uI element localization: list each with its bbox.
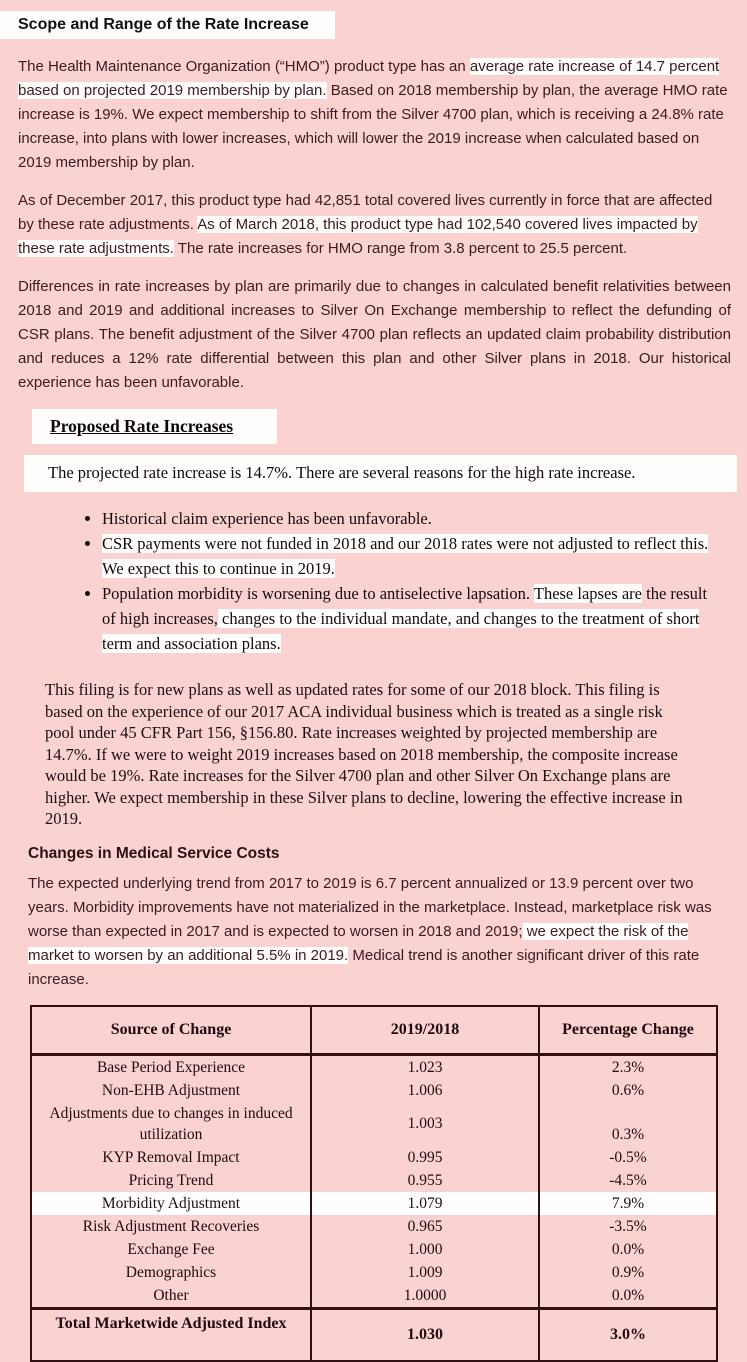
medical-costs-heading: Changes in Medical Service Costs [28,844,280,862]
table-total-row [31,1308,717,1361]
highlighted-text: As of March 2018, this product type had 102,540 covered lives impacted by these rate adjustments. [18,216,698,257]
table-row [31,1238,717,1261]
pct-cell: 7.9% [539,1192,717,1215]
text-segment: Historical claim experience has been unfavorable. [102,509,432,528]
total-ratio-cell: 1.030 [311,1308,539,1361]
highlighted-text: changes to the individual mandate, and changes to the treatment of short term and association plans. [102,609,700,653]
ratio-cell: 1.009 [311,1261,539,1284]
text-segment: Population morbidity is worsening due to antiselective lapsation. [102,584,534,603]
header-2019-2018: 2019/2018 [311,1006,539,1055]
table-row [31,1192,717,1215]
pct-cell: -0.5% [539,1146,717,1169]
table-header-row [31,1006,717,1055]
rate-table-body [31,1054,717,1308]
ratio-cell: 0.995 [311,1146,539,1169]
highlighted-text: CSR payments were not funded in 2018 and our 2018 rates were not adjusted to reflect this. We expect this to continue in 2019. [102,534,709,578]
table-row [31,1054,717,1079]
ratio-cell: 1.0000 [311,1284,539,1309]
ratio-cell: 1.079 [311,1192,539,1215]
source-cell: Non-EHB Adjustment [31,1079,311,1102]
source-cell: Morbidity Adjustment [31,1192,311,1215]
table-row [31,1079,717,1102]
pct-cell: 0.3% [539,1102,717,1146]
source-cell: Other [31,1284,311,1309]
text-segment: This filing is for new plans as well as updated rates for some of our 2018 block. This filing is based on the experience of our 2017 ACA individual business which is treated as a single risk pool under 45 CFR Part 156, §156.80. Rate increases weighted by projected membership are 14.7%. If we were to weight 2019 increases based on 2018 membership, the composite increase would be 19%. Rate increases for the Silver 4700 plan and other Silver On Exchange plans are higher. We expect membership in these Silver plans to decline, lowering the effective increase in 2019. [45,680,683,828]
ratio-cell: 0.955 [311,1169,539,1192]
source-cell: KYP Removal Impact [31,1146,311,1169]
scope-heading-highlight [0,11,335,39]
list-item-claims [102,506,722,531]
paragraph-covered-lives [18,189,731,261]
text-segment: Based on 2018 membership by plan, the average HMO rate increase is 19%. We expect membership to shift from the Silver 4700 plan, which is receiving a 24.8% rate increase, into plans with lower increases, which will lower the 2019 increase when calculated based on 2019 membership by plan. [18,82,728,171]
source-cell: Base Period Experience [31,1054,311,1079]
pct-cell: 0.9% [539,1261,717,1284]
table-row [31,1284,717,1309]
text-segment: The rate increases for HMO range from 3.8 percent to 25.5 percent. [173,240,628,257]
table-row [31,1169,717,1192]
highlighted-text: we expect the risk of the market to worsen by an additional 5.5% in 2019. [28,922,689,964]
proposed-heading-highlight [32,409,277,444]
source-cell: Pricing Trend [31,1169,311,1192]
highlighted-text: The projected rate increase is 14.7%. There are several reasons for the high rate increase. [48,463,636,482]
ratio-cell: 1.000 [311,1238,539,1261]
projected-increase-line [24,455,737,492]
text-segment: The Health Maintenance Organization (“HMO”) product type has an [18,58,470,75]
source-cell: Adjustments due to changes in induced utilization [31,1102,311,1146]
pct-cell: 0.6% [539,1079,717,1102]
table-row [31,1261,717,1284]
table-row [31,1146,717,1169]
header-percentage-change: Percentage Change [539,1006,717,1055]
scope-heading: Scope and Range of the Rate Increase [18,16,309,33]
paragraph-differences [18,275,731,395]
table-row [31,1102,717,1146]
highlighted-text: average rate increase of 14.7 percent based on projected 2019 membership by plan. [18,58,720,99]
pct-cell: 2.3% [539,1054,717,1079]
paragraph-filing [45,679,687,830]
total-label-cell: Total Marketwide Adjusted Index [31,1308,311,1361]
pct-cell: -4.5% [539,1169,717,1192]
header-source-of-change: Source of Change [31,1006,311,1055]
pct-cell: -3.5% [539,1215,717,1238]
ratio-cell: 0.965 [311,1215,539,1238]
source-cell: Risk Adjustment Recoveries [31,1215,311,1238]
proposed-heading: Proposed Rate Increases [50,416,234,436]
list-item-csr [102,531,722,581]
reasons-list [0,506,722,656]
list-item-morbidity [102,581,722,656]
highlighted-text: These lapses are [533,584,642,603]
total-pct-cell: 3.0% [539,1308,717,1361]
text-segment: the result of high increases, [102,584,708,628]
source-cell: Demographics [31,1261,311,1284]
pct-cell: 0.0% [539,1238,717,1261]
ratio-cell: 1.003 [311,1102,539,1146]
paragraph-trend [28,872,735,992]
table-row [31,1215,717,1238]
text-segment: The expected underlying trend from 2017 to 2019 is 6.7 percent annualized or 13.9 percent over two years. Morbidity improvements have not materialized in the marketplace. Instead, marketplace risk was worse than expected in 2017 and is expected to worsen in 2018 and 2019; [28,874,712,940]
ratio-cell: 1.023 [311,1054,539,1079]
text-segment: As of December 2017, this product type had 42,851 total covered lives currently in force that are affected by these rate adjustments. [18,192,713,233]
text-segment: Medical trend is another significant driver of this rate increase. [28,946,700,988]
paragraph-hmo-average [18,55,731,175]
rate-change-table [30,1005,718,1362]
ratio-cell: 1.006 [311,1079,539,1102]
pct-cell: 0.0% [539,1284,717,1309]
source-cell: Exchange Fee [31,1238,311,1261]
text-segment: Differences in rate increases by plan are primarily due to changes in calculated benefit relativities between 2018 and 2019 and additional increases to Silver On Exchange membership to reflect the defunding of CSR plans. The benefit adjustment of the Silver 4700 plan reflects an updated claim probability distribution and reduces a 12% rate differential between this plan and other Silver plans in 2018. Our historical experience has been unfavorable. [18,278,731,391]
